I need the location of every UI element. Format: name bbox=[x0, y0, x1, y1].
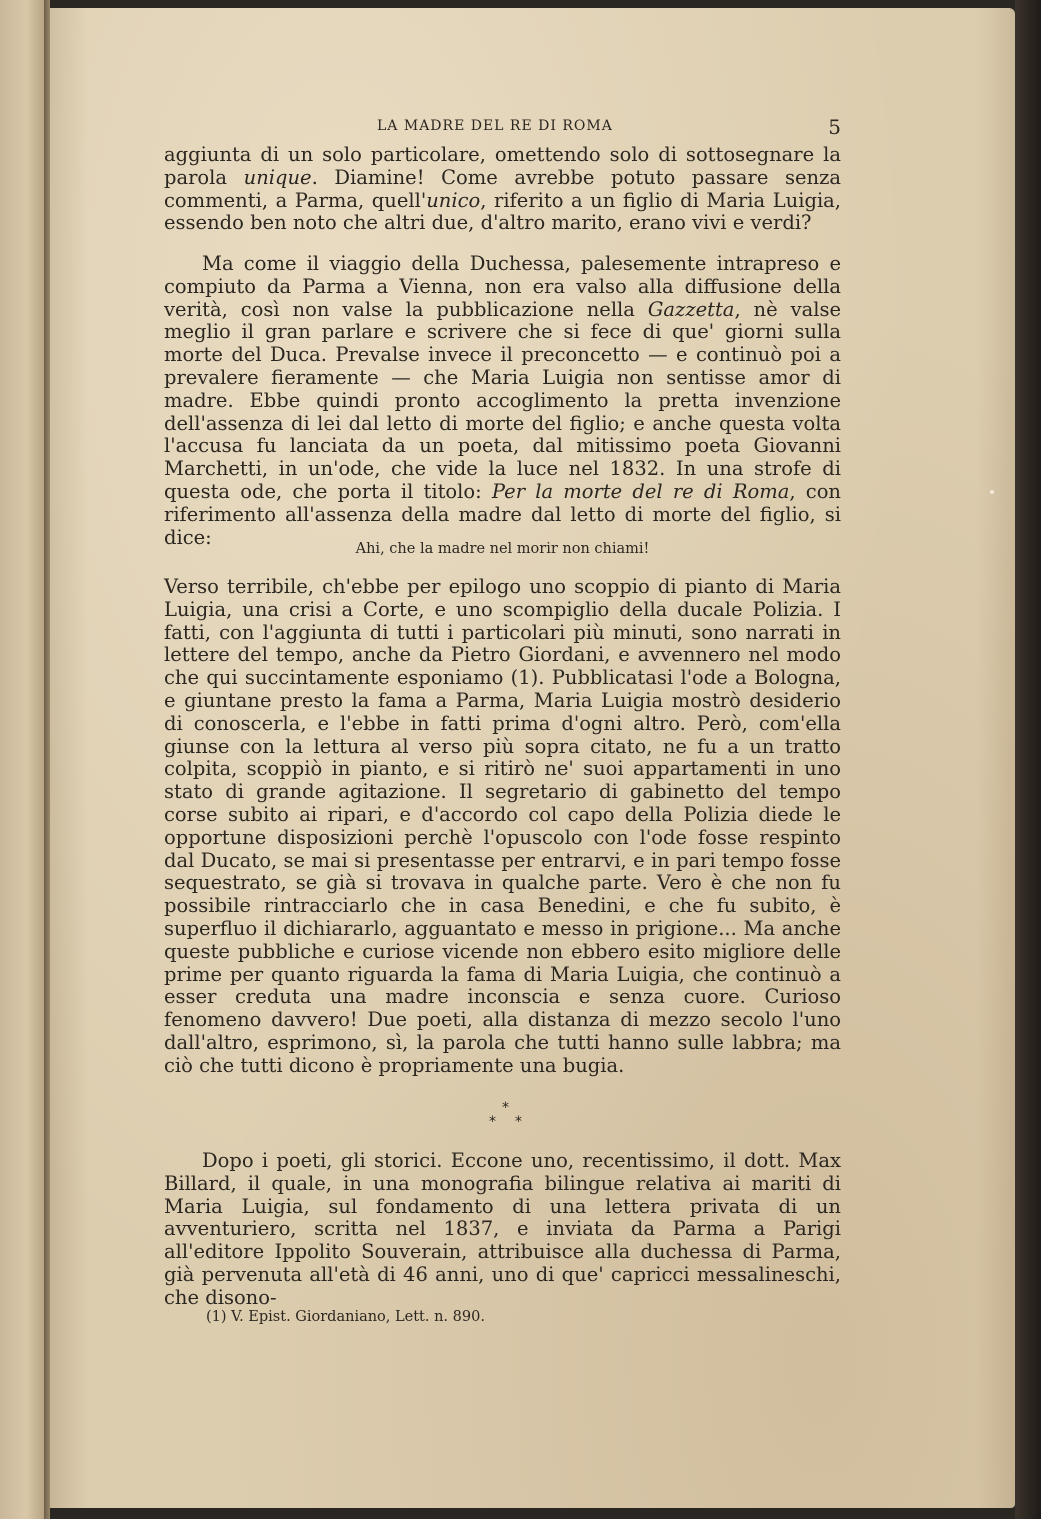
paragraph-1 bbox=[164, 144, 841, 235]
asterism-top-star: * bbox=[502, 1100, 509, 1116]
section-asterism bbox=[484, 1100, 544, 1140]
page-number: 5 bbox=[828, 115, 841, 139]
paragraph-2-italic-title: Per la morte del re di Roma bbox=[491, 479, 790, 503]
paragraph-4-text: Dopo i poeti, gli storici. Eccone uno, recentissimo, il dott. Max Billard, il quale, in una monografia bilingue relativa ai mariti di Maria Luigia, sul fondamento di una lettera privata di un avventuriero, scritta nel 1837, e inviata da Parma a Parigi all'editore Ippolito Souverain, attribuisce alla duchessa di Parma, già pervenuta all'età di 46 anni, uno di que' capricci messalineschi, che disono- bbox=[164, 1149, 841, 1309]
paragraph-2-italic-gazzetta: Gazzetta bbox=[647, 297, 735, 321]
running-header bbox=[164, 115, 841, 139]
paragraph-1-text-a: aggiunta di un solo particolare, omettendo solo di sottosegnare la parola bbox=[164, 143, 841, 189]
asterism-right-star: * bbox=[515, 1114, 522, 1130]
paragraph-1-italic-unico: unico bbox=[426, 188, 481, 212]
paragraph-1-italic-unique: unique bbox=[243, 165, 312, 189]
asterism-left-star: * bbox=[489, 1114, 496, 1130]
paragraph-3 bbox=[164, 576, 841, 1078]
running-title: LA MADRE DEL RE DI ROMA bbox=[377, 118, 613, 134]
facing-page-edge bbox=[0, 0, 44, 1519]
paragraph-1-text-e: , riferito a un figlio di Maria Luigia, essendo ben noto che altri due, d'altro marito, erano vivi e verdi? bbox=[164, 188, 841, 235]
paragraph-2 bbox=[164, 253, 841, 549]
paragraph-2-text-a: Ma come il viaggio della Duchessa, palesemente intrapreso e compiuto da Parma a Vienna, non era valso alla diffusione della verità, così non valse la pubblicazione nella bbox=[164, 252, 841, 321]
scan-background-edge bbox=[1015, 0, 1041, 1519]
paragraph-3-text: Verso terribile, ch'ebbe per epilogo uno scoppio di pianto di Maria Luigia, una crisi a Corte, e uno scompiglio della ducale Polizia. I fatti, con l'aggiunta di tutti i particolari più minuti, sono narrati in lettere del tempo, anche da Pietro Giordani, e avvennero nel modo che qui succintamente esponiamo (1). Pubblicatasi l'ode a Bologna, e giuntane presto la fama a Parma, Maria Luigia mostrò desiderio di conoscerla, e l'ebbe in fatti prima d'ogni altro. Però, com'ella giunse con la lettura al verso più sopra citato, ne fu a un tratto colpita, scoppiò in pianto, e si ritirò ne' suoi appartamenti in uno stato di grande agitazione. Il segretario di gabinetto del tempo corse subito ai ripari, e d'accordo col capo della Polizia diede le opportune disposizioni perchè l'opuscolo con l'ode fosse respinto dal Ducato, se mai si presentasse per entrarvi, e in pari tempo fosse sequestrato, se già si trovava in qualche parte. Vero è che non fu possibile rintracciarlo che in casa Benedini, e che fu subito, è superfluo il dichiararlo, agguantato e messo in prigione... Ma anche queste pubbliche e curiose vicende non ebbero esito migliore delle prime per quanto riguarda la fama di Maria Luigia, che continuò a esser creduta una madre inconscia e senza cuore. Curioso fenomeno davvero! Due poeti, alla distanza di mezzo secolo l'uno dall'altro, esprimono, sì, la parola che tutti hanno sulle labbra; ma ciò che tutti dicono è propriamente una bugia. bbox=[164, 575, 841, 1077]
paper-speck bbox=[990, 490, 994, 494]
paragraph-4 bbox=[164, 1150, 841, 1310]
footnote: (1) V. Epist. Giordaniano, Lett. n. 890. bbox=[206, 1309, 485, 1325]
paragraph-2-text-c: , nè valse meglio il gran parlare e scrivere che si fece di que' giorni sulla morte del Duca. Prevalse invece il preconcetto — e continuò poi a prevalere fieramente — che Maria Luigia non sentisse amor di madre. Ebbe quindi pronto accoglimento la pretta invenzione dell'assenza di lei dal letto di morte del figlio; e anche questa volta l'accusa fu lanciata da un poeta, dal mitissimo poeta Giovanni Marchetti, in un'ode, che vide la luce nel 1832. In una strofe di questa ode, che porta il titolo: bbox=[164, 297, 841, 503]
paragraph-1-text-c: . Diamine! Come avrebbe potuto passare senza commenti, a Parma, quell' bbox=[164, 165, 842, 212]
paragraph-2-text-e: , con riferimento all'assenza della madre dal letto di morte del figlio, si dice: bbox=[164, 479, 841, 549]
quoted-verse: Ahi, che la madre nel morir non chiami! bbox=[355, 541, 650, 557]
